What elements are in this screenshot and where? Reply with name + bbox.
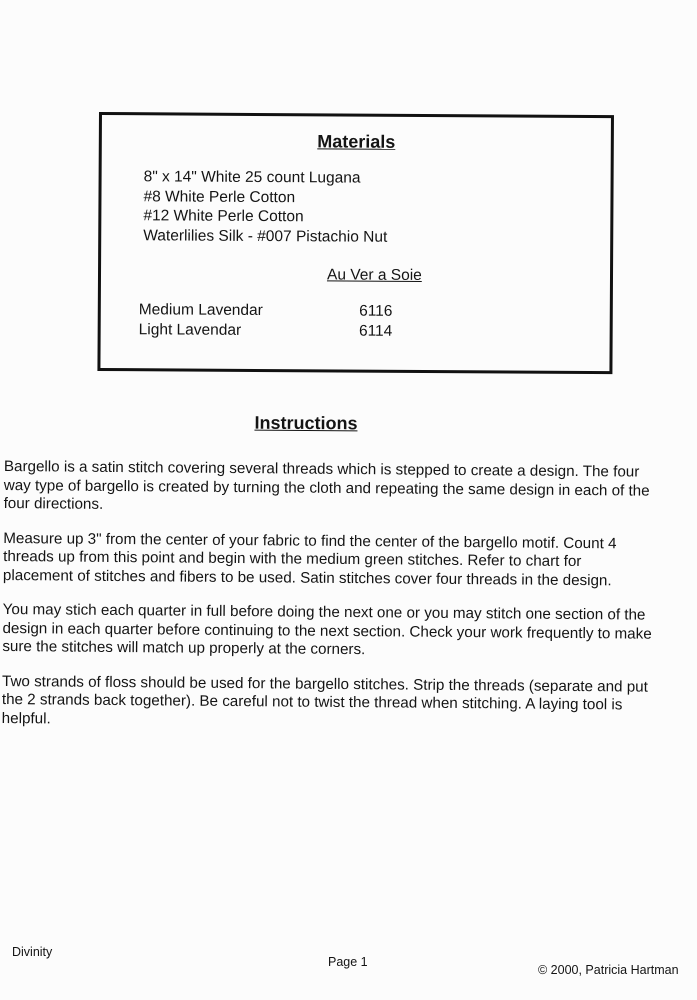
- instructions-paragraph: Measure up 3" from the center of your fabric to find the center of the bargello motif. Count 4 threads up from this point and begin with the medium green stitches. Refer to chart for placement of stitches and fibers to be used. Satin stitches cover four threads in the design.: [2, 529, 617, 589]
- color-row: [139, 320, 399, 341]
- supplier-heading: Au Ver a Soie: [326, 266, 422, 284]
- instructions-paragraph: Two strands of floss should be used for the bargello stitches. Strip the threads (separate and put the 2 strands back together). Be careful not to twist the thread when stitching. A laying tool is helpful.: [1, 672, 648, 727]
- color-code: 6116: [359, 302, 393, 320]
- materials-item: 8" x 14" White 25 count Lugana: [143, 168, 361, 187]
- instructions-paragraph: Bargello is a satin stitch covering several threads which is stepped to create a design. The four way type of bargello is created by turning the cloth and repeating the same design in each of the four directions.: [3, 458, 650, 513]
- materials-item: #8 White Perle Cotton: [143, 187, 296, 206]
- materials-item: #12 White Perle Cotton: [143, 207, 304, 226]
- materials-box: [97, 112, 614, 374]
- color-name: Light Lavendar: [138, 320, 242, 339]
- color-row: [139, 300, 399, 321]
- materials-item: Waterlilies Silk - #007 Pistachio Nut: [143, 226, 388, 246]
- footer-design-name: Divinity: [12, 945, 53, 959]
- materials-list: [143, 167, 388, 246]
- instructions-paragraph: You may stich each quarter in full before doing the next one or you may stitch one section of the design in each quarter before continuing to the next section. Check your work frequently to make sure the stitches will match up properly at the corners.: [2, 600, 652, 659]
- color-code: 6114: [358, 322, 393, 340]
- instructions-body: [1, 458, 653, 753]
- instructions-title: Instructions: [254, 412, 358, 434]
- color-table: [139, 300, 399, 341]
- footer-page-number: Page 1: [328, 955, 368, 969]
- color-name: Medium Lavendar: [138, 301, 263, 320]
- footer-copyright: © 2000, Patricia Hartman: [538, 963, 679, 977]
- materials-title: Materials: [317, 131, 396, 152]
